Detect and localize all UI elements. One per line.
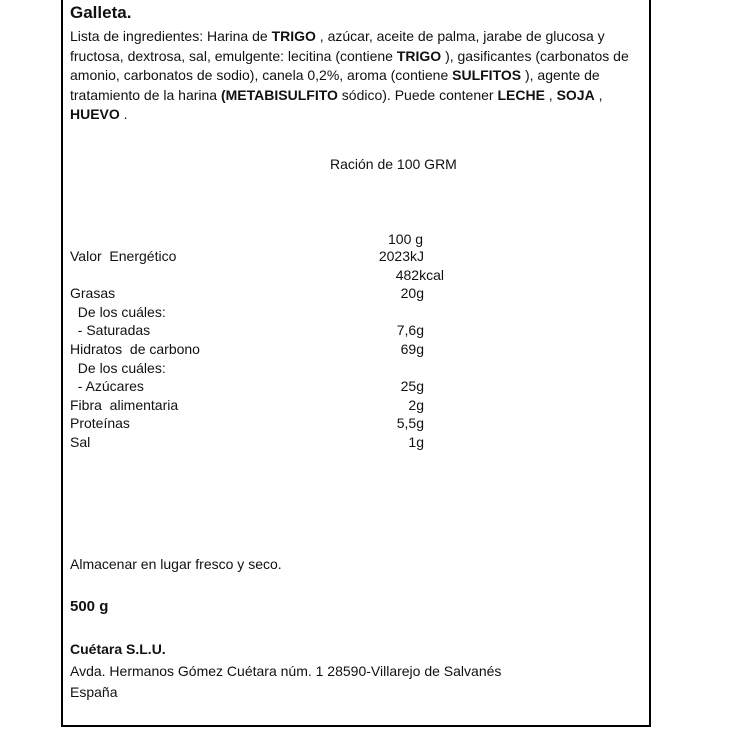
nutrient-value: 5,5g xyxy=(396,415,424,432)
allergen-text: SOJA xyxy=(556,86,595,103)
nutrient-label: Sal xyxy=(70,434,91,450)
nutrient-value: 2023kJ xyxy=(378,248,424,264)
ingredient-text: , xyxy=(594,86,603,103)
ingredient-text: , azúcar, aceite de palma, jarabe de glucosa y fructosa, dextrosa, sal, emulgente: lecitina (contiene xyxy=(70,28,605,64)
nutrient-label: Grasas xyxy=(70,285,116,302)
allergen-text: LECHE xyxy=(497,86,545,103)
nutrient-value: 1g xyxy=(408,434,424,450)
ingredient-text: ), agente de tratamiento de la harina xyxy=(70,67,600,103)
column-header: 100 g xyxy=(388,231,424,247)
nutrient-label: Proteínas xyxy=(70,415,130,432)
ingredients-text xyxy=(70,27,645,125)
ration-header: Ración de 100 GRM xyxy=(330,156,457,172)
allergen-text: HUEVO xyxy=(70,106,120,122)
nutrient-value: 20g xyxy=(400,285,424,302)
company-country: España xyxy=(70,684,118,700)
net-weight: 500 g xyxy=(70,598,109,615)
nutrient-label: Hidratos de carbono xyxy=(70,341,200,357)
ingredient-text: ), gasificantes (carbonatos de amonio, carbonatos de sodio), canela 0,2%, aroma (contiene xyxy=(70,47,629,83)
allergen-text: SULFITOS xyxy=(452,67,522,83)
nutrient-value: 25g xyxy=(400,378,424,395)
nutrient-label: Valor Energético xyxy=(70,248,177,264)
nutrient-label: De los cuáles: xyxy=(70,303,166,320)
nutrient-label: Fibra alimentaria xyxy=(70,396,179,413)
ingredient-text: Lista de ingredientes: Harina de xyxy=(70,28,272,44)
nutrient-value: 482kcal xyxy=(395,266,444,283)
nutrient-label: - Azúcares xyxy=(70,378,144,395)
nutrient-value: 2g xyxy=(408,396,424,413)
allergen-text: (METABISULFITO xyxy=(220,86,338,103)
allergen-text: TRIGO xyxy=(271,28,316,44)
allergen-text: TRIGO xyxy=(396,47,442,64)
ingredient-text: sódico). Puede contener xyxy=(337,86,498,103)
product-name: Galleta. xyxy=(70,3,132,22)
company-name: Cuétara S.L.U. xyxy=(70,641,166,657)
company-address: Avda. Hermanos Gómez Cuétara núm. 1 28590-Villarejo de Salvanés xyxy=(70,663,502,679)
nutrient-label: De los cuáles: xyxy=(70,359,166,376)
nutrient-value: 7,6g xyxy=(396,322,424,339)
nutrient-label: - Saturadas xyxy=(70,322,151,339)
ingredient-text: . xyxy=(119,106,128,122)
storage-instructions: Almacenar en lugar fresco y seco. xyxy=(70,556,282,572)
ingredient-text: , xyxy=(544,86,557,103)
nutrient-value: 69g xyxy=(400,341,424,357)
